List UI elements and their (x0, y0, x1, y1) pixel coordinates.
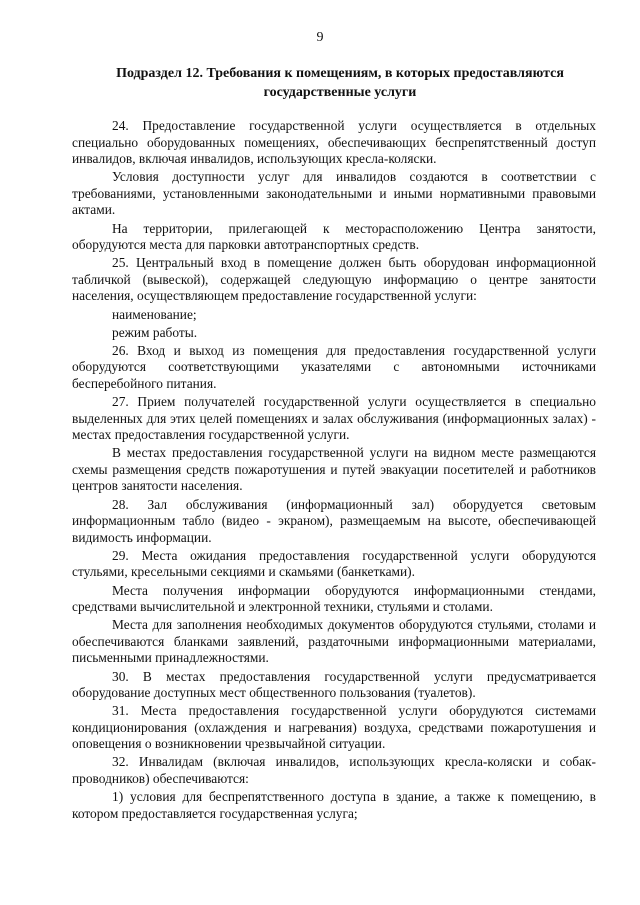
paragraph-parking: На территории, прилегающей к месторасположению Центра занятости, оборудуются места для парковки автотранспортных средств. (72, 220, 596, 253)
paragraph-accessibility-conditions: Условия доступности услуг для инвалидов создаются в соответствии с требованиями, установленными законодательными и иными нормативными правовыми актами. (72, 169, 596, 218)
paragraph-info-places: Места получения информации оборудуются информационными стендами, средствами вычислительной и электронной техники, стульями и столами. (72, 582, 596, 615)
paragraph-32: 32. Инвалидам (включая инвалидов, использующих кресла-коляски и собак-проводников) обеспечиваются: (72, 754, 596, 787)
paragraph-28: 28. Зал обслуживания (информационный зал) оборудуется световым информационным табло (видео - экраном), размещаемым на высоте, обеспечивающей видимость информации. (72, 496, 596, 545)
list-item-name: наименование; (112, 306, 197, 322)
document-body (72, 118, 596, 824)
paragraph-27: 27. Прием получателей государственной услуги осуществляется в специально выделенных для этих целей помещениях и залах обслуживания (информационных залах) - местах предоставления государственной услуги. (72, 394, 596, 443)
section-heading: Подраздел 12. Требования к помещениям, в которых предоставляются государственные услуги (116, 66, 564, 100)
list-item-schedule: режим работы. (112, 324, 198, 340)
paragraph-32-item-1: 1) условия для беспрепятственного доступа в здание, а также к помещению, в котором предоставляется государственная услуга; (72, 789, 596, 821)
paragraph-30: 30. В местах предоставления государственной услуги предусматривается оборудование доступных мест общественного пользования (туалетов). (72, 668, 596, 701)
paragraph-29: 29. Места ожидания предоставления государственной услуги оборудуются стульями, кресельными секциями и скамьями (банкетками). (72, 547, 596, 580)
paragraph-25: 25. Центральный вход в помещение должен быть оборудован информационной табличкой (вывеской), содержащей следующую информацию о центре занятости населения, осуществляющем предоставление государственной услуги: (72, 255, 596, 304)
paragraph-document-places: Места для заполнения необходимых документов оборудуются стульями, столами и обеспечиваются бланками заявлений, раздаточными информационными материалами, письменными принадлежностями. (72, 617, 596, 666)
paragraph-26: 26. Вход и выход из помещения для предоставления государственной услуги оборудуются соответствующими указателями с автономными источниками бесперебойного питания. (72, 342, 596, 391)
paragraph-24: 24. Предоставление государственной услуги осуществляется в отдельных специально оборудованных помещениях, обеспечивающих беспрепятственный доступ инвалидов, включая инвалидов, использующих кресла-коляски. (72, 118, 596, 167)
paragraph-31: 31. Места предоставления государственной услуги оборудуются системами кондиционирования (охлаждения и нагревания) воздуха, средствами пожаротушения и оповещения о возникновении чрезвычайной ситуации. (72, 703, 596, 752)
paragraph-evacuation-schemes: В местах предоставления государственной услуги на видном месте размещаются схемы размещения средств пожаротушения и путей эвакуации посетителей и работников центров занятости населения. (72, 445, 596, 494)
page-number: 9 (316, 30, 324, 45)
